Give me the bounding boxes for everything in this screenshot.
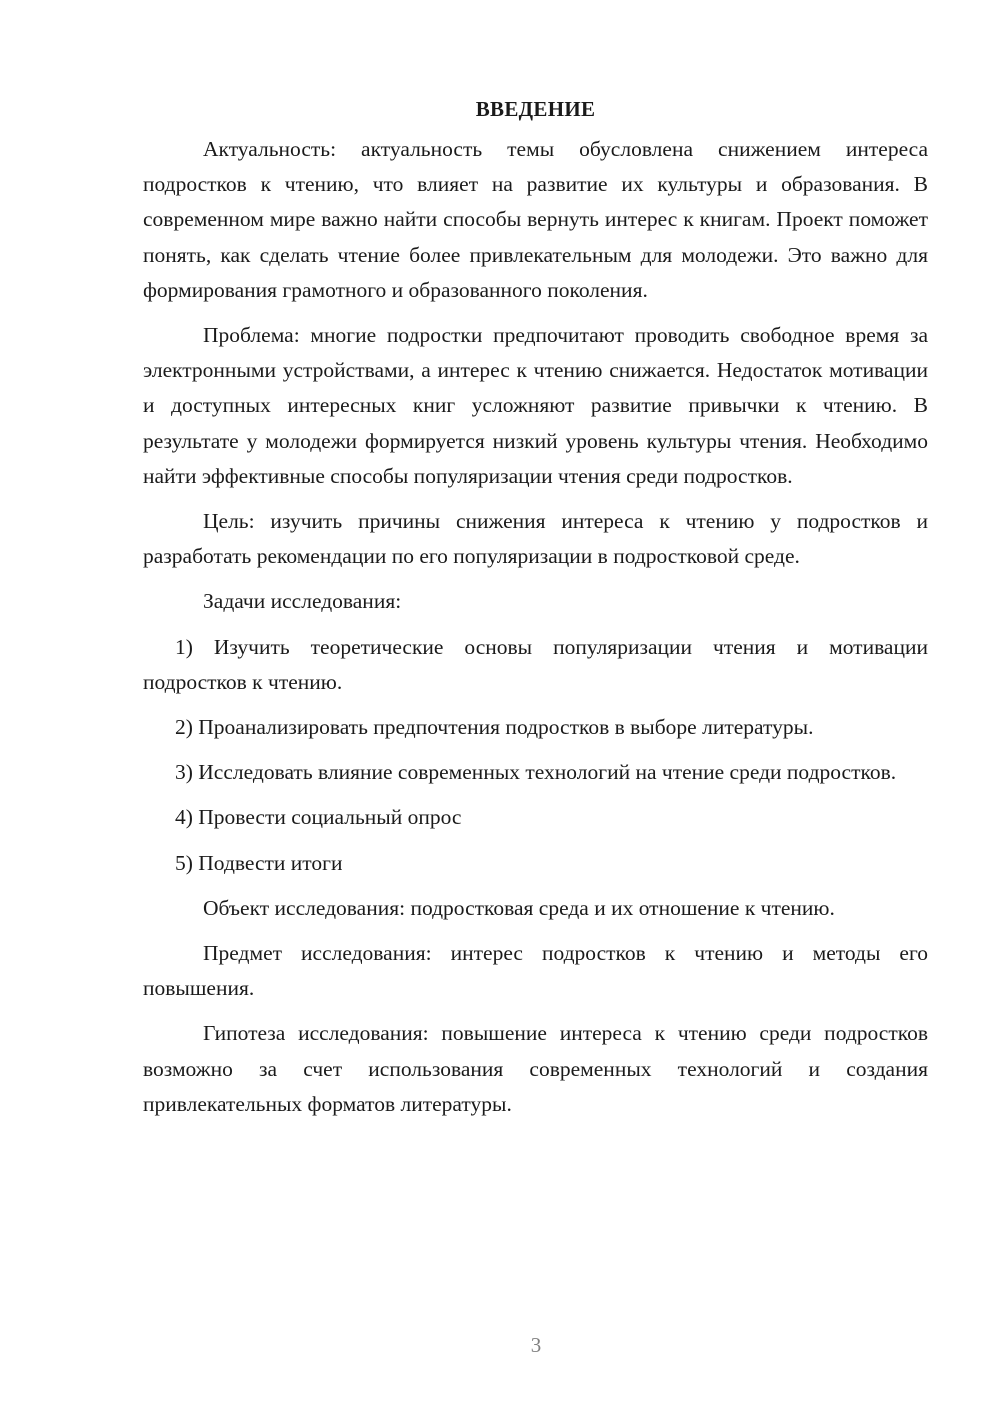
task-item-2: 2) Проанализировать предпочтения подростков в выборе литературы. [175,715,814,740]
task-item-5: 5) Подвести итоги [175,850,343,875]
tasks-list [143,630,928,881]
hypothesis-paragraph: Гипотеза исследования: повышение интереса к чтению среди подростков возможно за счет использования современных технологий и создания привлекательных форматов литературы. [143,1021,928,1116]
document-page [143,92,928,1122]
problem-paragraph: Проблема: многие подростки предпочитают проводить свободное время за электронными устройствами, а интерес к чтению снижается. Недостаток мотивации и доступных интересных книг усложняют развитие привычки к чтению. В результате у молодежи формируется низкий уровень культуры чтения. Необходимо найти эффективные способы популяризации чтения среди подростков. [143,323,928,488]
section-title: ВВЕДЕНИЕ [475,97,596,121]
task-item-4: 4) Провести социальный опрос [175,805,462,830]
task-item-1: 1) Изучить теоретические основы популяризации чтения и мотивации подростков к чтению. [143,634,928,694]
relevance-paragraph: Актуальность: актуальность темы обусловлена снижением интереса подростков к чтению, что влияет на развитие их культуры и образования. В современном мире важно найти способы вернуть интерес к книгам. Проект поможет понять, как сделать чтение более привлекательным для молодежи. Это важно для формирования грамотного и образованного поколения. [143,137,928,302]
page-number: 3 [530,1333,542,1357]
task-item-3: 3) Исследовать влияние современных технологий на чтение среди подростков. [175,760,897,785]
goal-paragraph: Цель: изучить причины снижения интереса к чтению у подростков и разработать рекомендации по его популяризации в подростковой среде. [143,509,928,569]
subject-paragraph: Предмет исследования: интерес подростков к чтению и методы его повышения. [143,941,928,1001]
object-paragraph: Объект исследования: подростковая среда и их отношение к чтению. [203,895,835,920]
tasks-heading: Задачи исследования: [203,589,402,614]
